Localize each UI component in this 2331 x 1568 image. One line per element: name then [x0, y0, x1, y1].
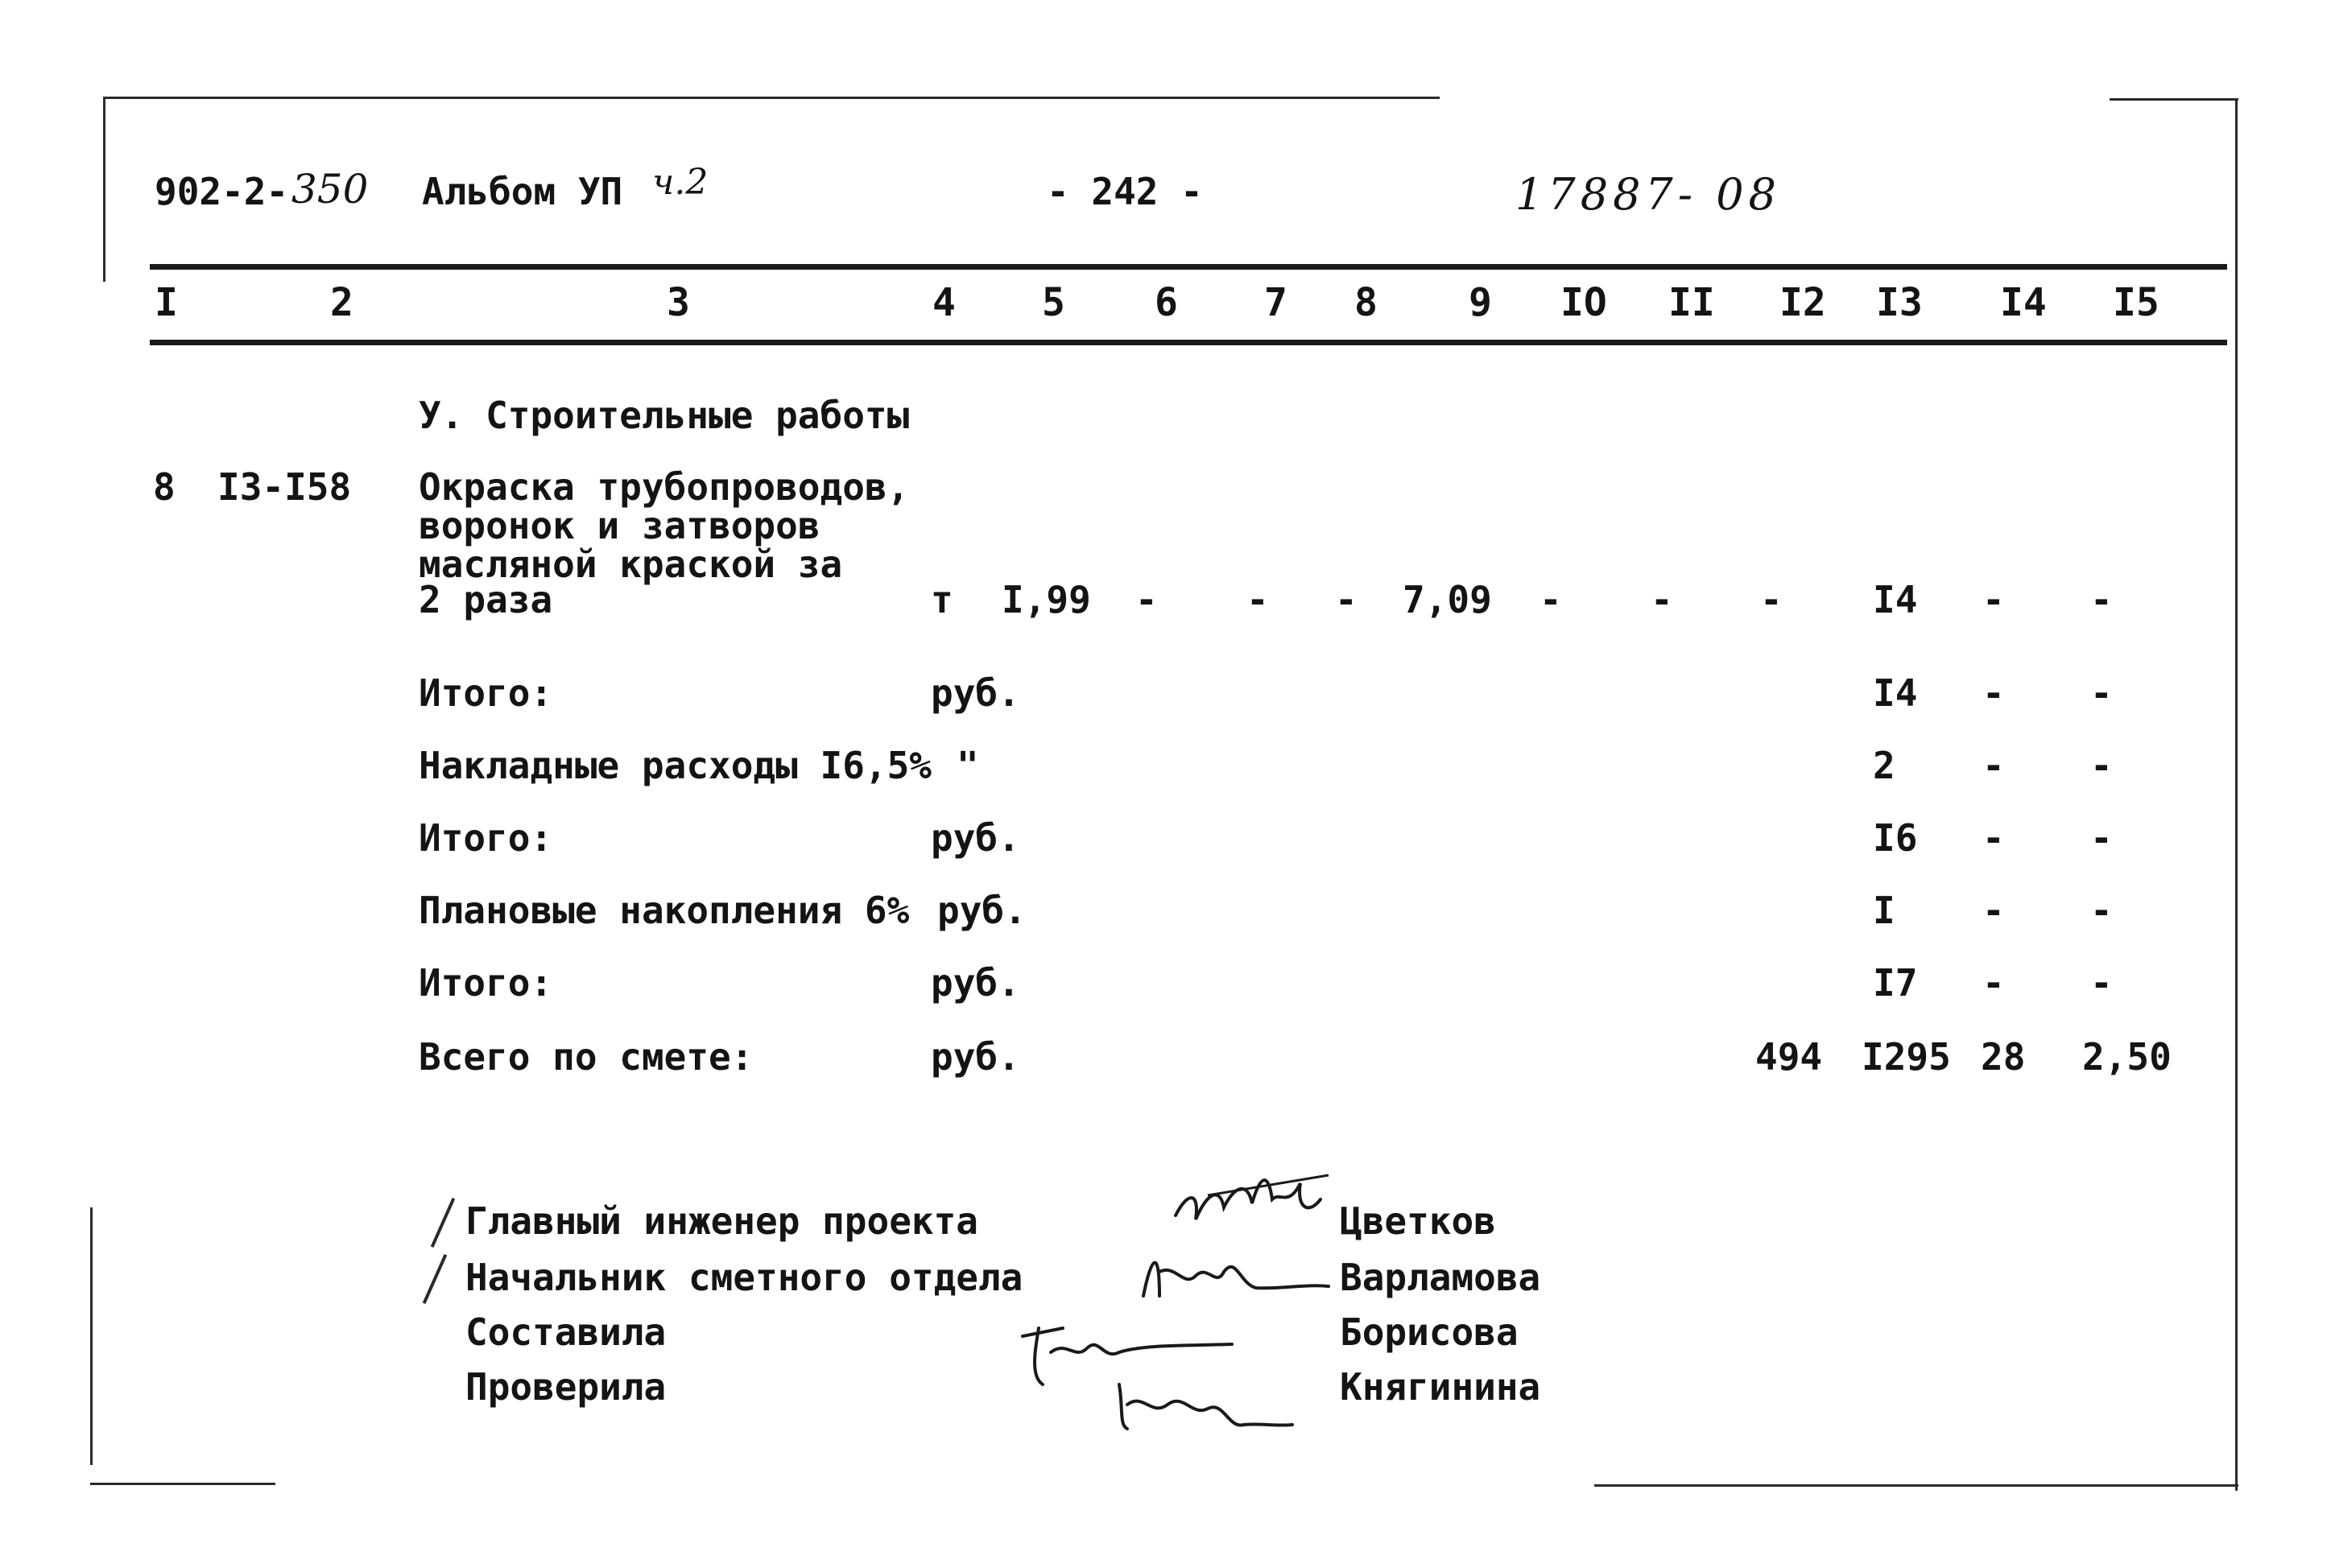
summary-col-14: - [1982, 744, 2005, 787]
summary-col-15: - [2090, 961, 2113, 1005]
grand-total-col-12: 494 [1755, 1035, 1823, 1079]
col-header-2: 2 [330, 280, 353, 325]
summary-col-15: - [2090, 671, 2113, 715]
summary-unit: руб. [931, 671, 1020, 715]
signature-role: Начальник сметного отдела [465, 1256, 1023, 1299]
series-code-handwritten: 350 [291, 166, 369, 213]
handwritten-signature [1127, 1240, 1337, 1312]
item-desc-line-2: воронок и затворов [419, 504, 820, 547]
summary-col-13: I6 [1873, 816, 1918, 860]
grand-total-label: Всего по смете: [419, 1035, 754, 1079]
summary-label: Накладные расходы I6,5% [419, 744, 932, 787]
item-col-13: I4 [1873, 578, 1918, 621]
frame-top-right [2110, 98, 2238, 101]
item-col-12: - [1760, 578, 1783, 621]
item-col-11: - [1651, 578, 1673, 621]
item-col-8: - [1335, 578, 1358, 621]
album-part-handwritten: ч.2 [652, 162, 709, 203]
summary-col-13: I7 [1873, 961, 1918, 1005]
summary-label: Итого: [419, 671, 553, 715]
summary-col-14: - [1982, 961, 2005, 1005]
slash-mark [431, 1198, 455, 1248]
header-rule-top [150, 264, 2227, 270]
summary-unit: " [957, 744, 979, 787]
summary-unit: руб. [931, 961, 1020, 1005]
signature-name: Варламова [1340, 1256, 1541, 1299]
signature-name: Княгинина [1340, 1365, 1541, 1409]
summary-label: Итого: [419, 816, 553, 860]
summary-col-13: I [1873, 889, 1895, 932]
signature-role: Проверила [465, 1365, 667, 1409]
grand-total-col-15: 2,50 [2082, 1035, 2172, 1079]
col-header-15: I5 [2113, 280, 2159, 325]
item-col-9: 7,09 [1403, 578, 1492, 621]
summary-col-13: 2 [1873, 744, 1895, 787]
header-rule-bottom [150, 340, 2227, 345]
col-header-3: 3 [667, 280, 690, 325]
item-quantity: I,99 [1002, 578, 1091, 621]
item-col-10: - [1540, 578, 1562, 621]
document-number: 17887- 08 [1515, 169, 1781, 220]
summary-col-15: - [2090, 816, 2113, 860]
frame-bottom-right [1594, 1484, 2238, 1487]
item-unit: т [931, 578, 953, 621]
summary-col-14: - [1982, 816, 2005, 860]
item-col-15: - [2090, 578, 2113, 621]
section-title: У. Строительные работы [419, 394, 910, 437]
col-header-14: I4 [2000, 280, 2047, 325]
frame-left [103, 97, 105, 282]
col-header-8: 8 [1354, 280, 1378, 325]
frame-left-lower [90, 1207, 93, 1465]
page-number: - 242 - [1047, 170, 1203, 213]
signature-name: Борисова [1340, 1310, 1519, 1354]
handwritten-signature [1159, 1159, 1345, 1248]
col-header-12: I2 [1779, 280, 1826, 325]
series-code: 902-2- [155, 170, 289, 213]
slash-mark [423, 1254, 447, 1304]
frame-bottom-left [90, 1483, 275, 1485]
col-header-6: 6 [1155, 280, 1178, 325]
col-header-7: 7 [1264, 280, 1287, 325]
summary-label: Итого: [419, 961, 553, 1005]
item-number: 8 [153, 465, 176, 509]
frame-top-left [103, 97, 1440, 99]
summary-col-15: - [2090, 744, 2113, 787]
summary-col-13: I4 [1873, 671, 1918, 715]
col-header-10: IO [1560, 280, 1607, 325]
summary-unit: руб. [937, 889, 1027, 932]
album-label: Альбом УП [422, 170, 623, 213]
item-desc-line-4: 2 раза [419, 578, 553, 621]
col-header-4: 4 [932, 280, 956, 325]
summary-label: Плановые накопления 6% [419, 889, 910, 932]
col-header-9: 9 [1469, 280, 1492, 325]
col-header-13: I3 [1876, 280, 1923, 325]
summary-col-14: - [1982, 671, 2005, 715]
grand-total-col-14: 28 [1981, 1035, 2026, 1079]
summary-col-14: - [1982, 889, 2005, 932]
summary-col-15: - [2090, 889, 2113, 932]
col-header-11: II [1668, 280, 1715, 325]
grand-total-col-13: I295 [1862, 1035, 1951, 1079]
signature-name: Цветков [1340, 1199, 1496, 1243]
item-col-6: - [1135, 578, 1158, 621]
col-header-1: I [155, 280, 178, 325]
item-desc-line-3: масляной краской за [419, 543, 843, 586]
signature-role: Составила [465, 1310, 667, 1354]
grand-total-unit: руб. [931, 1035, 1020, 1079]
signature-role: Главный инженер проекта [465, 1199, 978, 1243]
item-code: I3-I58 [217, 465, 352, 509]
handwritten-signature [1103, 1360, 1296, 1441]
item-col-14: - [1982, 578, 2005, 621]
item-desc-line-1: Окраска трубопроводов, [419, 465, 910, 509]
frame-right [2235, 98, 2238, 1491]
col-header-5: 5 [1042, 280, 1065, 325]
item-col-7: - [1246, 578, 1269, 621]
summary-unit: руб. [931, 816, 1020, 860]
